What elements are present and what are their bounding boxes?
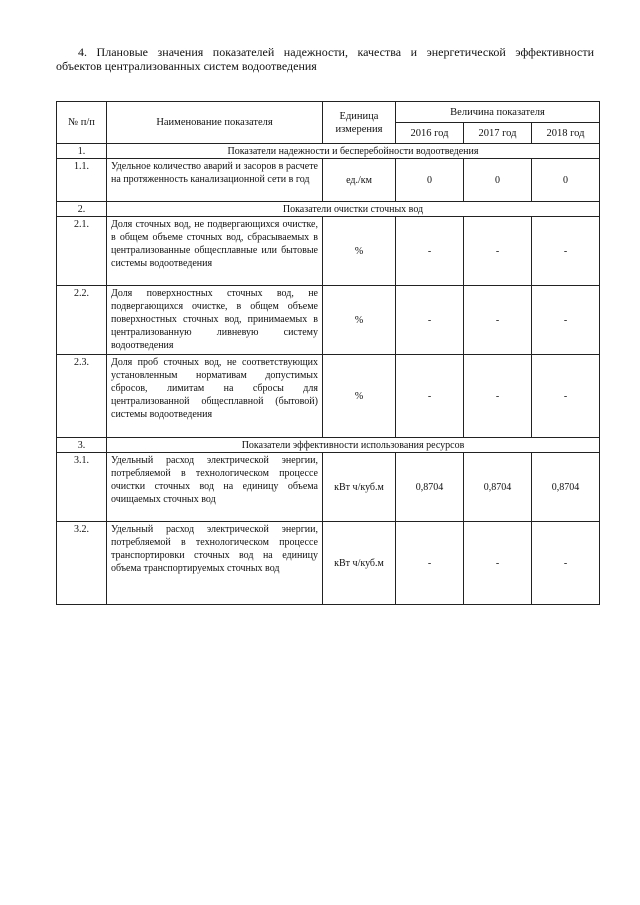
table-row	[57, 453, 600, 522]
value-2017: 0	[464, 159, 532, 202]
section-row	[57, 438, 600, 453]
indicator-name: Доля проб сточных вод, не соответствующих установленным нормативам допустимых сбросов, лимитам на сбросы для централизованной общесплавной (бытовой) системы водоотведения	[107, 355, 323, 438]
value-2017: -	[464, 217, 532, 286]
table-row	[57, 217, 600, 286]
header-row-1	[57, 102, 600, 123]
row-number: 3.2.	[57, 522, 107, 605]
document-heading	[56, 45, 594, 73]
table-row	[57, 286, 600, 355]
section-number: 2.	[57, 202, 107, 217]
header-year-2017: 2017 год	[464, 123, 532, 144]
indicator-name: Доля поверхностных сточных вод, не подвергающихся очистке, в общем объеме поверхностных сточных вод, принимаемых в централизованную ливневую систему водоотведения	[107, 286, 323, 355]
value-2016: -	[396, 217, 464, 286]
table-row	[57, 355, 600, 438]
indicator-name: Удельный расход электрической энергии, потребляемой в технологическом процессе очистки сточных вод на единицу объема очищаемых сточных вод	[107, 453, 323, 522]
section-row	[57, 144, 600, 159]
indicator-unit: кВт ч/куб.м	[323, 522, 396, 605]
row-number: 2.3.	[57, 355, 107, 438]
section-title: Показатели очистки сточных вод	[107, 202, 600, 217]
value-2017: -	[464, 355, 532, 438]
row-number: 1.1.	[57, 159, 107, 202]
row-number: 2.2.	[57, 286, 107, 355]
indicator-unit: %	[323, 286, 396, 355]
section-number: 3.	[57, 438, 107, 453]
value-2016: -	[396, 355, 464, 438]
value-2018: 0,8704	[532, 453, 600, 522]
indicator-unit: ед./км	[323, 159, 396, 202]
indicator-unit: кВт ч/куб.м	[323, 453, 396, 522]
value-2018: -	[532, 355, 600, 438]
header-year-2018: 2018 год	[532, 123, 600, 144]
value-2016: -	[396, 286, 464, 355]
heading-line-1: 4. Плановые значения показателей надежности, качества и энергетической эффективности	[78, 45, 594, 59]
heading-line-2: объектов централизованных систем водоотведения	[56, 59, 317, 73]
header-name-cell: Наименование показателя	[107, 102, 323, 144]
indicator-name: Удельный расход электрической энергии, потребляемой в технологическом процессе транспортировки сточных вод на единицу объема транспортируемых сточных вод	[107, 522, 323, 605]
section-row	[57, 202, 600, 217]
value-2018: -	[532, 286, 600, 355]
value-2016: 0,8704	[396, 453, 464, 522]
indicator-name: Доля сточных вод, не подвергающихся очистке, в общем объеме сточных вод, сбрасываемых в централизованные общесплавные или бытовые системы водоотведения	[107, 217, 323, 286]
table-row	[57, 522, 600, 605]
section-title: Показатели надежности и бесперебойности водоотведения	[107, 144, 600, 159]
table-row	[57, 159, 600, 202]
indicator-unit: %	[323, 217, 396, 286]
value-2017: 0,8704	[464, 453, 532, 522]
row-number: 3.1.	[57, 453, 107, 522]
indicator-unit: %	[323, 355, 396, 438]
value-2018: -	[532, 522, 600, 605]
header-year-2016: 2016 год	[396, 123, 464, 144]
indicators-table	[56, 101, 600, 605]
section-title: Показатели эффективности использования ресурсов	[107, 438, 600, 453]
section-number: 1.	[57, 144, 107, 159]
header-unit-cell: Единица измерения	[323, 102, 396, 144]
header-num-cell: № п/п	[57, 102, 107, 144]
value-2016: -	[396, 522, 464, 605]
value-2016: 0	[396, 159, 464, 202]
row-number: 2.1.	[57, 217, 107, 286]
indicator-name: Удельное количество аварий и засоров в расчете на протяженность канализационной сети в год	[107, 159, 323, 202]
value-2018: 0	[532, 159, 600, 202]
value-2017: -	[464, 522, 532, 605]
value-2017: -	[464, 286, 532, 355]
value-2018: -	[532, 217, 600, 286]
header-value-cell: Величина показателя	[396, 102, 600, 123]
